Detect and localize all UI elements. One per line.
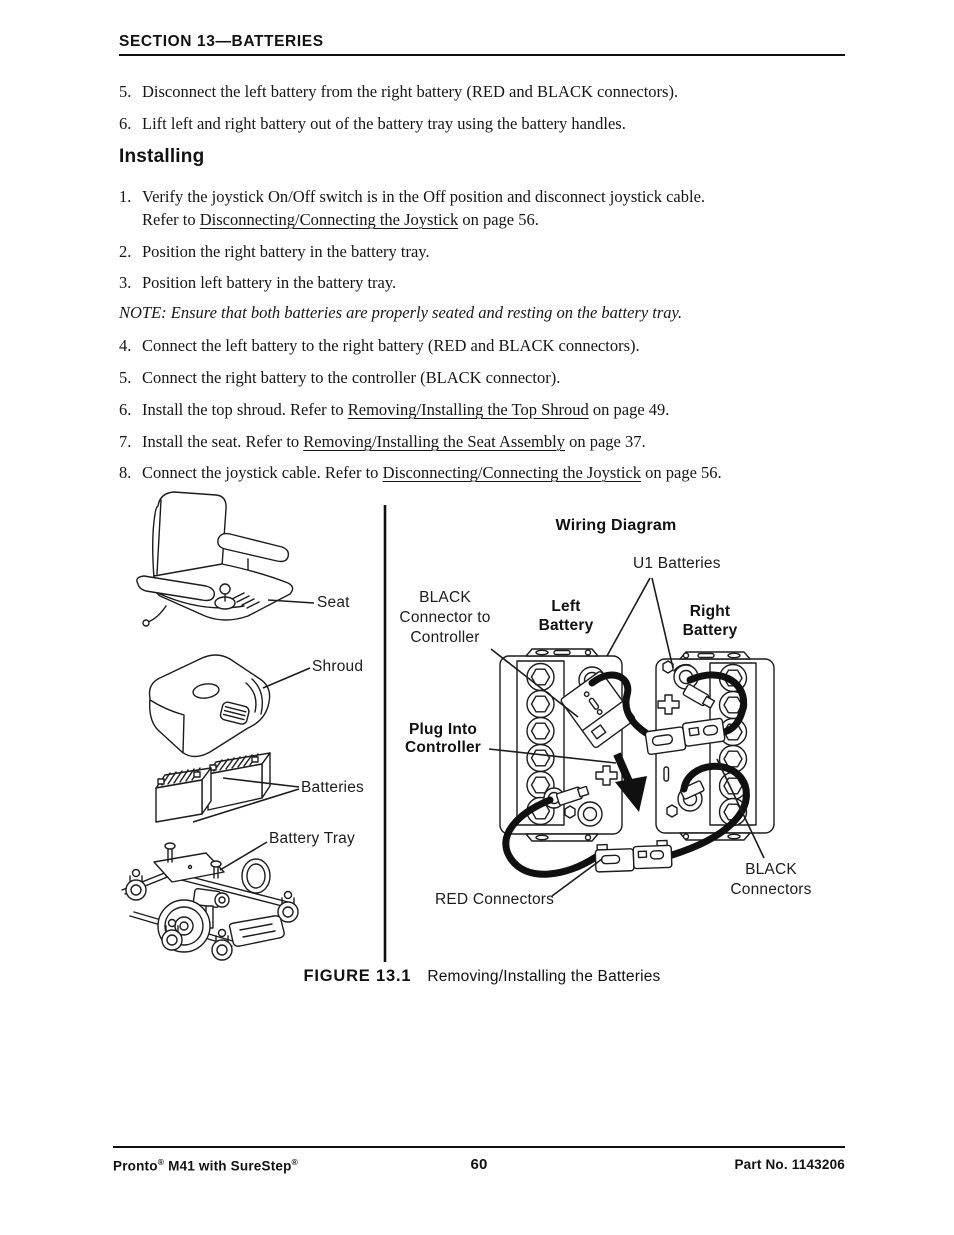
list-item: [119, 366, 851, 389]
list-item: [119, 461, 851, 484]
list-line: Verify the joystick On/Off switch is in the Off position and disconnect joystick cable.: [142, 187, 706, 206]
list-text: [142, 430, 851, 453]
list-text: [142, 461, 851, 484]
battery-tray-drawing: [122, 843, 298, 960]
left-battery-label: Left Battery: [538, 598, 594, 634]
u1-batteries-leader-lines: [607, 578, 673, 668]
plug-into-controller-label: Plug Into Controller: [404, 721, 482, 756]
shroud-leader-line: [263, 668, 310, 688]
seat-drawing: [137, 492, 293, 626]
minus-terminal-symbol: [664, 767, 669, 781]
list-item: [119, 271, 851, 294]
crossref-link-seat-assembly[interactable]: Removing/Installing the Seat Assembly: [303, 432, 565, 451]
ref-post: on page 56.: [641, 463, 722, 482]
list-number: 6.: [119, 114, 132, 133]
note-text: NOTE: Ensure that both batteries are properly seated and resting on the battery tray.: [119, 303, 683, 322]
figure-caption-text: Removing/Installing the Batteries: [427, 968, 661, 985]
figure-caption-number: FIGURE 13.1: [303, 967, 412, 985]
red-connectors-label: RED Connectors: [435, 891, 555, 908]
seat-label: Seat: [317, 594, 350, 611]
crossref-link-joystick[interactable]: Disconnecting/Connecting the Joystick: [199, 210, 459, 229]
list-line: [142, 208, 851, 231]
list-item: [119, 112, 851, 135]
ref-post: on page 37.: [564, 432, 646, 451]
batteries-label: Batteries: [301, 779, 364, 796]
list-number: 3.: [119, 273, 132, 292]
list-number: 5.: [119, 368, 132, 387]
list-item: [119, 398, 851, 421]
crossref-link-joystick-2[interactable]: Disconnecting/Connecting the Joystick: [382, 463, 642, 482]
figure-13-1: [100, 486, 860, 968]
list-item: [119, 185, 851, 231]
shroud-label: Shroud: [312, 658, 364, 675]
batteries-drawing: [156, 753, 270, 822]
list-number: 6.: [119, 400, 132, 419]
list-number: 7.: [119, 432, 132, 451]
list-item: [119, 334, 851, 357]
u1-batteries-label: U1 Batteries: [633, 555, 721, 572]
registered-mark: ®: [291, 1157, 299, 1167]
ref-post: on page 56.: [458, 210, 539, 229]
list-text: [142, 398, 851, 421]
list-item: [119, 240, 851, 263]
list-number: 2.: [119, 242, 132, 261]
ref-pre: Connect the joystick cable. Refer to: [142, 463, 383, 482]
list-text: Position the right battery in the battery tray.: [142, 242, 430, 261]
footer-product-2: M41 with SureStep: [164, 1158, 292, 1174]
list-text: Disconnect the left battery from the right battery (RED and BLACK connectors).: [142, 82, 679, 101]
list-text: Connect the right battery to the controller (BLACK connector).: [142, 368, 561, 387]
footer-rule: [113, 1146, 845, 1148]
list-number: 8.: [119, 463, 132, 482]
ref-post: on page 49.: [588, 400, 670, 419]
shroud-drawing: [150, 655, 270, 757]
ref-pre: Refer to: [142, 210, 200, 229]
section-header: SECTION 13—BATTERIES: [119, 33, 324, 50]
list-number: 4.: [119, 336, 132, 355]
wiring-diagram-title: Wiring Diagram: [555, 517, 677, 534]
crossref-link-top-shroud[interactable]: Removing/Installing the Top Shroud: [347, 400, 589, 419]
header-rule: [119, 54, 845, 56]
list-item: [119, 430, 851, 453]
footer-part-number: Part No. 1143206: [734, 1157, 845, 1172]
list-text: Connect the left battery to the right battery (RED and BLACK connectors).: [142, 336, 640, 355]
registered-mark: ®: [157, 1157, 165, 1167]
red-connector-pair-drawing: [595, 840, 672, 872]
list-number: 5.: [119, 82, 132, 101]
list-text: Lift left and right battery out of the battery tray using the battery handles.: [142, 114, 626, 133]
battery-tray-label: Battery Tray: [269, 830, 355, 847]
list-number: 1.: [119, 187, 132, 206]
ref-pre: Install the seat. Refer to: [142, 432, 304, 451]
installing-heading: Installing: [119, 146, 205, 167]
ref-pre: Install the top shroud. Refer to: [142, 400, 348, 419]
figure-caption: [119, 967, 845, 986]
list-item: [119, 80, 851, 103]
black-connector-to-controller-label: BLACK Connector to Controller: [399, 589, 491, 646]
black-connectors-label: BLACK Connectors: [730, 861, 812, 898]
footer-product-1: Pronto: [113, 1158, 158, 1174]
footer-page-number: 60: [470, 1156, 488, 1173]
list-text: [142, 185, 851, 231]
right-battery-label: Right Battery: [682, 603, 738, 639]
list-text: Position left battery in the battery tray.: [142, 273, 397, 292]
